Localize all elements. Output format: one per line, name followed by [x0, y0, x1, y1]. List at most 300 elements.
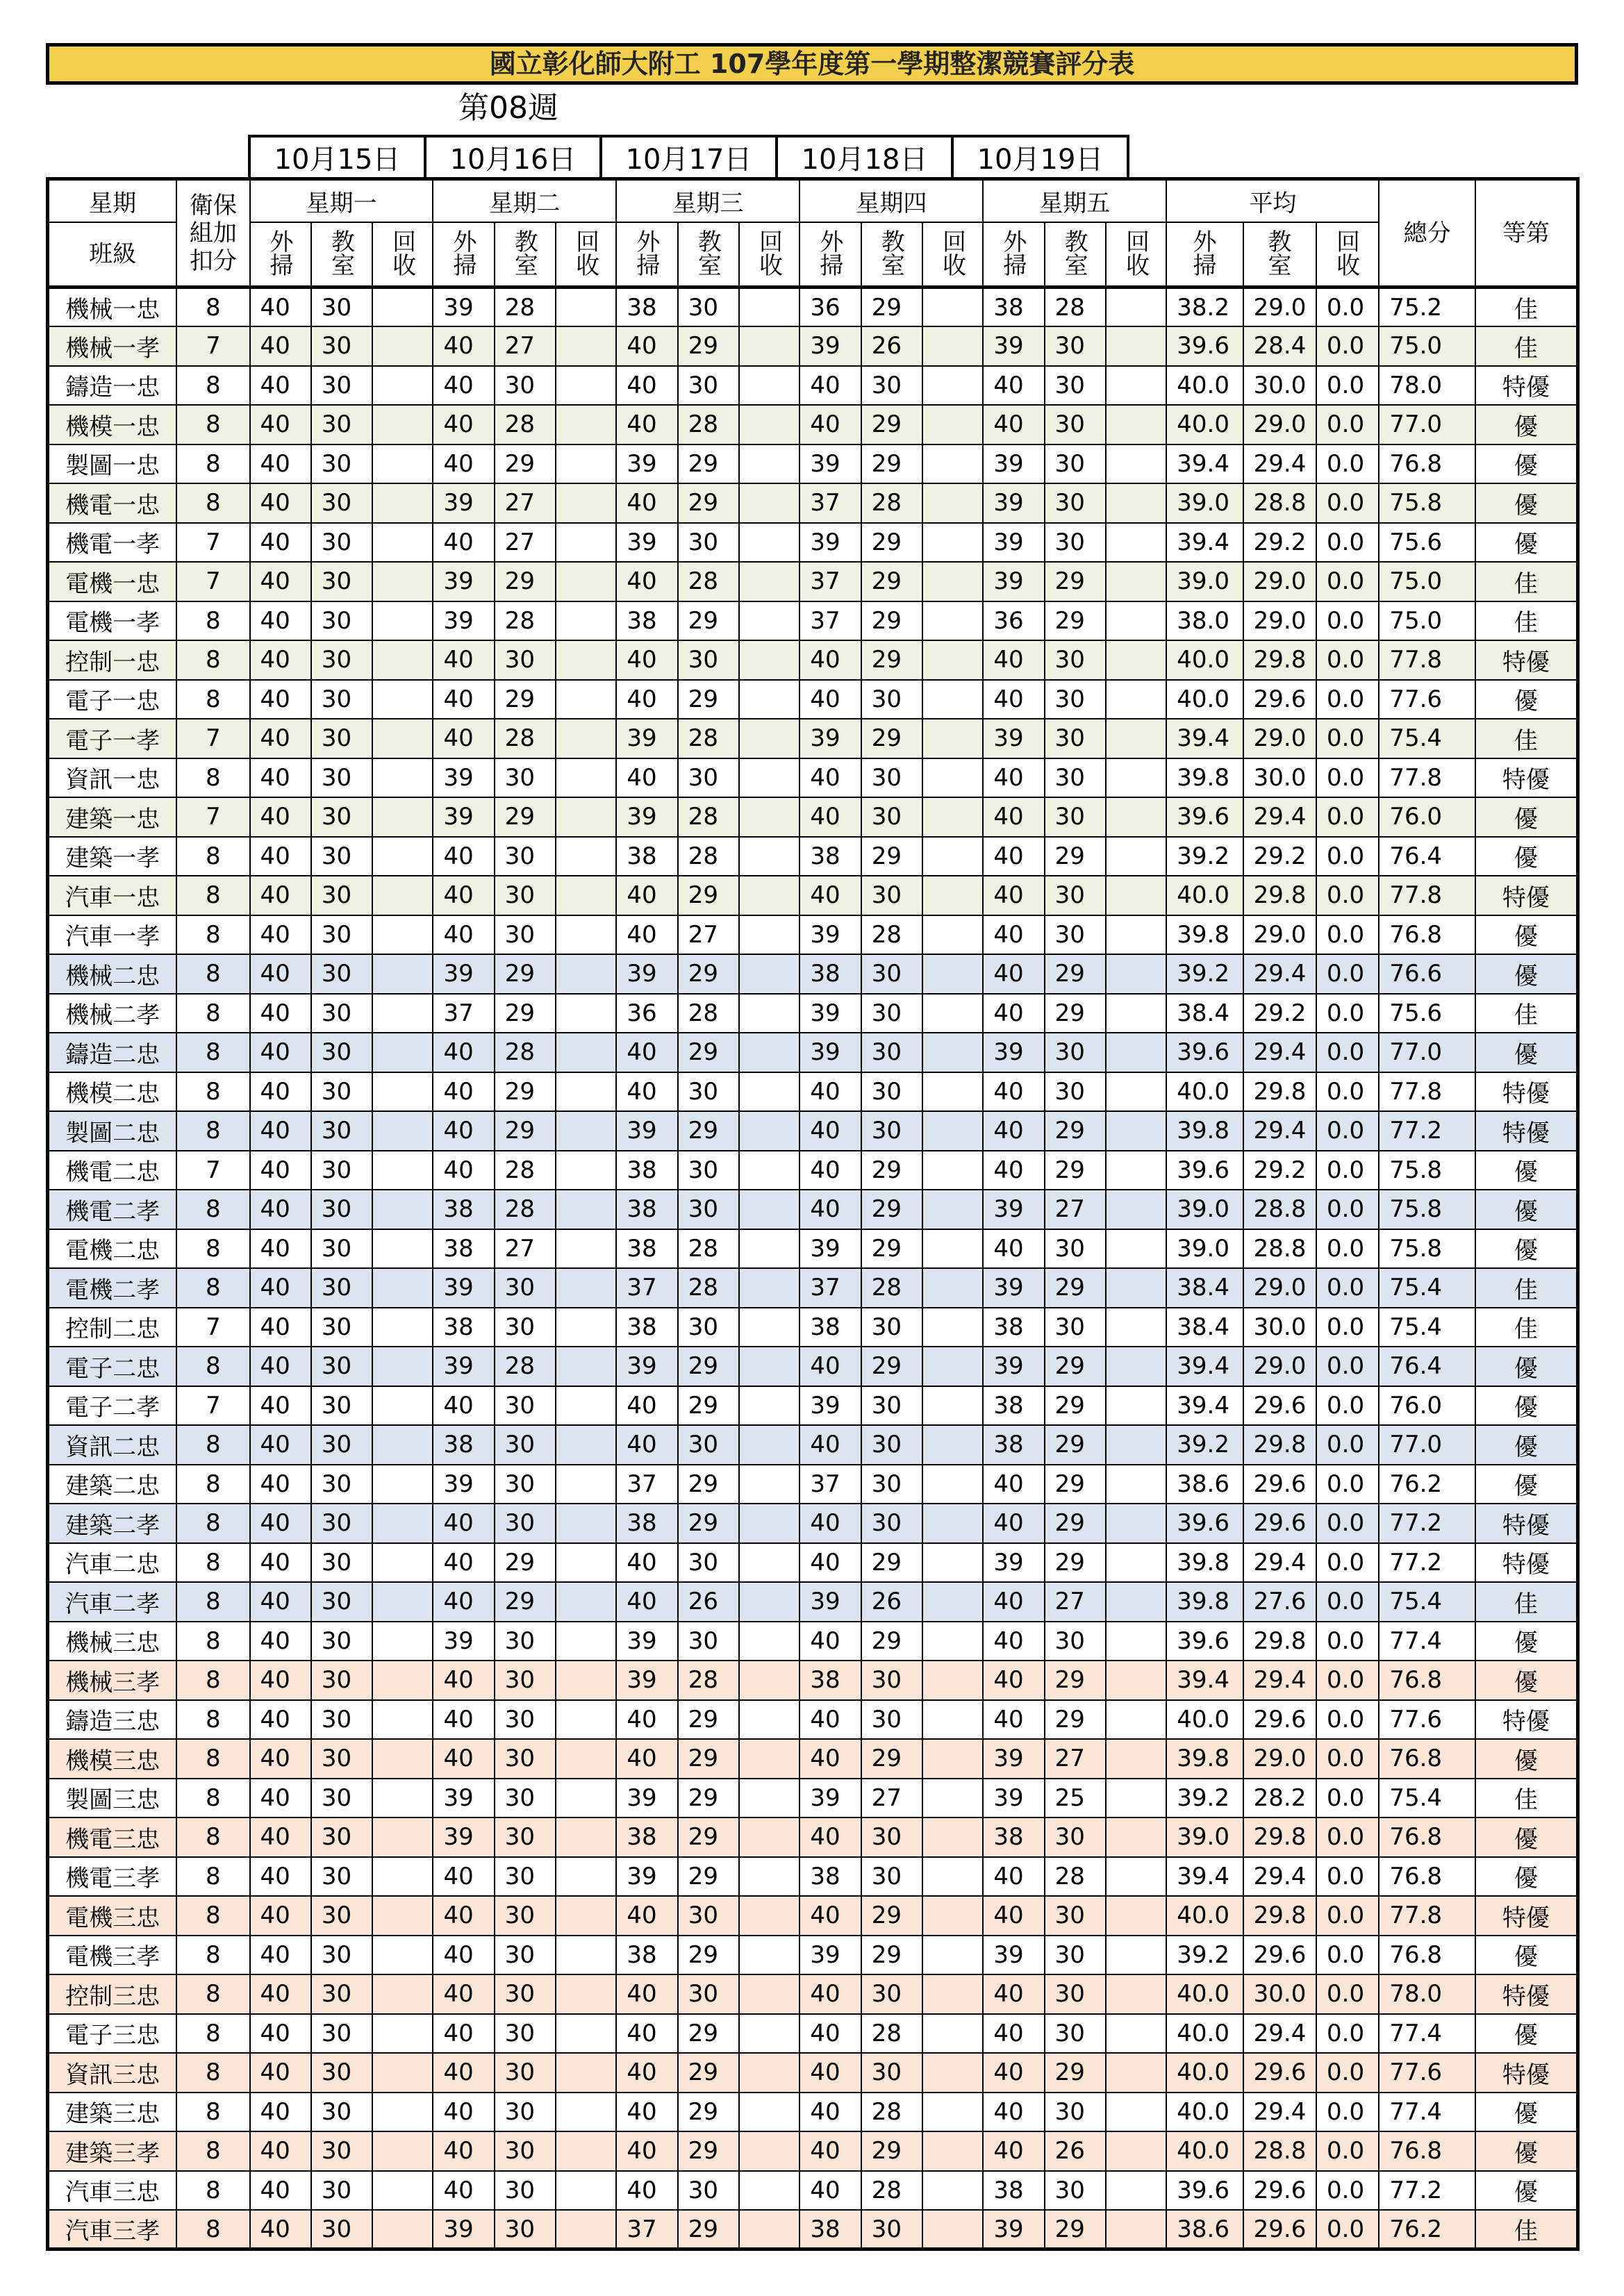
class-name: 電機二忠 [48, 1229, 177, 1269]
score-cell: 26 [1045, 2131, 1106, 2171]
score-cell: 29 [678, 680, 739, 719]
average-cell: 39.4 [1166, 1661, 1243, 1700]
score-cell: 30 [1045, 915, 1106, 955]
average-cell: 29.2 [1243, 994, 1316, 1033]
score-cell: 29 [495, 562, 556, 601]
score-cell: 29 [1045, 837, 1106, 876]
score-cell [372, 1543, 433, 1583]
score-cell: 36 [799, 288, 861, 327]
grade-cell: 特優 [1475, 1543, 1578, 1583]
score-cell: 29 [678, 1347, 739, 1386]
score-cell: 30 [861, 1700, 922, 1740]
score-cell: 28 [678, 1661, 739, 1700]
score-cell: 40 [250, 405, 311, 444]
score-cell [556, 954, 616, 994]
bonus-cell: 7 [176, 1308, 249, 1347]
score-cell: 40 [616, 1974, 677, 2014]
score-cell: 39 [433, 1817, 494, 1857]
average-cell: 39.4 [1166, 1386, 1243, 1426]
score-cell: 29 [861, 1543, 922, 1583]
score-cell: 30 [861, 994, 922, 1033]
score-cell [922, 994, 983, 1033]
average-cell: 0.0 [1316, 797, 1379, 837]
score-cell: 40 [616, 562, 677, 601]
score-cell: 38 [616, 601, 677, 641]
score-cell: 30 [861, 1111, 922, 1151]
score-cell: 40 [799, 405, 861, 444]
score-cell [739, 2053, 799, 2093]
score-cell: 40 [616, 1739, 677, 1779]
average-cell: 29.8 [1243, 1425, 1316, 1465]
score-cell: 30 [861, 2053, 922, 2093]
class-name: 機電三忠 [48, 1817, 177, 1857]
score-cell: 29 [1045, 1111, 1106, 1151]
score-cell [739, 1857, 799, 1897]
total-cell: 77.8 [1379, 758, 1475, 798]
score-cell: 28 [495, 1151, 556, 1190]
score-cell: 40 [983, 994, 1044, 1033]
average-cell: 39.2 [1166, 954, 1243, 994]
score-cell: 29 [678, 444, 739, 484]
score-cell: 26 [861, 326, 922, 366]
score-cell [556, 523, 616, 563]
average-cell: 0.0 [1316, 1190, 1379, 1229]
average-cell: 0.0 [1316, 2171, 1379, 2211]
score-cell: 39 [433, 797, 494, 837]
score-cell [372, 1700, 433, 1740]
grade-cell: 特優 [1475, 876, 1578, 915]
score-cell: 30 [678, 1543, 739, 1583]
score-cell: 30 [1045, 1072, 1106, 1112]
score-cell: 39 [983, 719, 1044, 758]
score-cell [922, 1543, 983, 1583]
score-cell [739, 1936, 799, 1975]
score-cell: 30 [1045, 640, 1106, 680]
score-cell: 30 [311, 2210, 372, 2249]
bonus-cell: 7 [176, 1386, 249, 1426]
score-cell [922, 915, 983, 955]
score-cell: 30 [861, 1033, 922, 1072]
grade-cell: 優 [1475, 1661, 1578, 1700]
grade-cell: 佳 [1475, 562, 1578, 601]
average-cell: 39.0 [1166, 1190, 1243, 1229]
score-cell: 40 [433, 2131, 494, 2171]
score-cell: 29 [1045, 994, 1106, 1033]
average-cell: 39.6 [1166, 1504, 1243, 1543]
average-cell: 39.0 [1166, 1817, 1243, 1857]
average-cell: 0.0 [1316, 2131, 1379, 2171]
average-cell: 28.4 [1243, 326, 1316, 366]
grade-cell: 佳 [1475, 326, 1578, 366]
score-cell [922, 2171, 983, 2211]
score-cell: 30 [311, 288, 372, 327]
average-cell: 29.8 [1243, 1622, 1316, 1661]
score-cell [739, 837, 799, 876]
score-cell [372, 1465, 433, 1504]
score-cell [372, 640, 433, 680]
score-cell [739, 1504, 799, 1543]
score-cell [739, 366, 799, 406]
average-cell: 0.0 [1316, 1425, 1379, 1465]
average-cell: 39.2 [1166, 1936, 1243, 1975]
score-cell: 30 [678, 640, 739, 680]
average-cell: 29.8 [1243, 876, 1316, 915]
score-cell [372, 2053, 433, 2093]
grade-cell: 優 [1475, 2131, 1578, 2171]
score-cell: 39 [433, 1465, 494, 1504]
score-cell: 28 [495, 1347, 556, 1386]
score-cell [372, 1974, 433, 2014]
score-cell: 29 [861, 523, 922, 563]
grade-cell: 特優 [1475, 1974, 1578, 2014]
score-cell: 40 [433, 405, 494, 444]
score-cell: 40 [433, 523, 494, 563]
score-cell: 30 [311, 601, 372, 641]
class-name: 機電二忠 [48, 1151, 177, 1190]
score-cell: 30 [311, 640, 372, 680]
score-cell: 40 [250, 758, 311, 798]
score-cell: 40 [250, 719, 311, 758]
sub-header: 教室 [495, 222, 556, 288]
score-cell: 30 [678, 288, 739, 327]
score-cell: 29 [678, 2053, 739, 2093]
score-cell [739, 1622, 799, 1661]
average-cell: 29.6 [1243, 1936, 1316, 1975]
score-cell [922, 1974, 983, 2014]
bonus-cell: 8 [176, 2171, 249, 2211]
score-cell: 30 [311, 523, 372, 563]
score-cell: 40 [433, 2171, 494, 2211]
day-header: 星期三 [616, 179, 799, 222]
score-cell: 29 [678, 2093, 739, 2132]
grade-header: 等第 [1475, 179, 1578, 288]
score-cell [1106, 954, 1166, 994]
total-cell: 77.8 [1379, 640, 1475, 680]
score-cell: 30 [861, 2210, 922, 2249]
score-cell: 30 [311, 719, 372, 758]
score-cell: 30 [311, 2131, 372, 2171]
score-cell: 40 [983, 1151, 1044, 1190]
score-cell: 38 [616, 1936, 677, 1975]
score-cell [556, 1190, 616, 1229]
score-cell [556, 2093, 616, 2132]
average-cell: 0.0 [1316, 444, 1379, 484]
average-cell: 0.0 [1316, 326, 1379, 366]
bonus-cell: 8 [176, 1111, 249, 1151]
score-cell: 30 [311, 366, 372, 406]
average-cell: 38.4 [1166, 994, 1243, 1033]
class-name: 汽車一孝 [48, 915, 177, 955]
class-name: 電子一忠 [48, 680, 177, 719]
score-cell [372, 2014, 433, 2054]
score-cell: 29 [1045, 1386, 1106, 1426]
score-cell [1106, 915, 1166, 955]
average-cell: 39.8 [1166, 758, 1243, 798]
score-cell: 28 [861, 1268, 922, 1308]
score-cell: 30 [1045, 2171, 1106, 2211]
score-cell: 38 [616, 1190, 677, 1229]
total-cell: 76.0 [1379, 1386, 1475, 1426]
average-cell: 0.0 [1316, 366, 1379, 406]
class-name: 機模二忠 [48, 1072, 177, 1112]
score-cell [1106, 797, 1166, 837]
score-cell: 40 [250, 1896, 311, 1936]
grade-cell: 優 [1475, 680, 1578, 719]
score-cell: 40 [433, 1033, 494, 1072]
score-cell [1106, 1896, 1166, 1936]
score-cell [372, 1268, 433, 1308]
score-cell [922, 640, 983, 680]
score-cell [1106, 2210, 1166, 2249]
score-cell [372, 837, 433, 876]
score-cell: 30 [1045, 2093, 1106, 2132]
score-cell: 38 [616, 1308, 677, 1347]
grade-cell: 優 [1475, 1857, 1578, 1897]
score-cell [739, 1974, 799, 2014]
score-cell: 30 [495, 1974, 556, 2014]
day-header: 星期二 [433, 179, 616, 222]
score-cell: 37 [616, 2210, 677, 2249]
class-name: 機械一忠 [48, 288, 177, 327]
average-cell: 39.2 [1166, 1425, 1243, 1465]
score-cell: 40 [799, 1504, 861, 1543]
score-cell: 40 [799, 2014, 861, 2054]
average-cell: 0.0 [1316, 1504, 1379, 1543]
bonus-cell: 8 [176, 1033, 249, 1072]
average-cell: 40.0 [1166, 1700, 1243, 1740]
score-cell: 27 [495, 1229, 556, 1269]
grade-cell: 優 [1475, 1190, 1578, 1229]
score-cell: 40 [433, 837, 494, 876]
score-cell: 29 [678, 1465, 739, 1504]
score-cell [1106, 640, 1166, 680]
class-name: 資訊一忠 [48, 758, 177, 798]
score-cell: 40 [433, 1857, 494, 1897]
score-cell: 40 [250, 483, 311, 523]
score-cell: 29 [861, 1936, 922, 1975]
grade-cell: 特優 [1475, 1111, 1578, 1151]
score-cell: 30 [311, 1190, 372, 1229]
total-cell: 76.0 [1379, 797, 1475, 837]
score-cell: 30 [1045, 1974, 1106, 2014]
score-cell: 29 [678, 601, 739, 641]
score-cell: 30 [495, 1896, 556, 1936]
weekday-label: 星期 [48, 179, 177, 222]
score-cell: 29 [678, 2210, 739, 2249]
total-cell: 75.0 [1379, 562, 1475, 601]
sub-header: 回收 [1106, 222, 1166, 288]
total-cell: 75.8 [1379, 483, 1475, 523]
average-cell: 0.0 [1316, 758, 1379, 798]
date-cell: 10月18日 [777, 136, 952, 178]
score-cell: 40 [433, 366, 494, 406]
score-cell: 30 [1045, 366, 1106, 406]
score-cell [372, 1190, 433, 1229]
average-cell: 0.0 [1316, 640, 1379, 680]
average-cell: 29.6 [1243, 1465, 1316, 1504]
score-cell [1106, 1974, 1166, 2014]
grade-cell: 佳 [1475, 601, 1578, 641]
score-cell: 40 [799, 1151, 861, 1190]
score-cell [922, 2131, 983, 2171]
average-cell: 29.0 [1243, 562, 1316, 601]
score-cell [739, 1817, 799, 1857]
score-cell: 40 [616, 1896, 677, 1936]
bonus-cell: 8 [176, 837, 249, 876]
average-cell: 0.0 [1316, 1857, 1379, 1897]
score-cell: 39 [616, 1347, 677, 1386]
score-cell [1106, 1268, 1166, 1308]
average-cell: 0.0 [1316, 483, 1379, 523]
score-cell [372, 680, 433, 719]
score-cell: 28 [495, 601, 556, 641]
score-cell: 40 [799, 2171, 861, 2211]
score-cell: 40 [799, 1190, 861, 1229]
score-cell [556, 601, 616, 641]
score-cell [556, 483, 616, 523]
score-cell: 39 [616, 1111, 677, 1151]
score-cell [922, 1465, 983, 1504]
score-cell: 40 [983, 2053, 1044, 2093]
date-header [248, 135, 1129, 180]
score-cell: 29 [678, 1779, 739, 1818]
score-cell: 28 [1045, 288, 1106, 327]
average-cell: 0.0 [1316, 1739, 1379, 1779]
average-cell: 30.0 [1243, 1974, 1316, 2014]
score-cell [1106, 562, 1166, 601]
score-cell: 30 [1045, 797, 1106, 837]
average-cell: 39.0 [1166, 483, 1243, 523]
score-cell [1106, 1229, 1166, 1269]
grade-cell: 佳 [1475, 994, 1578, 1033]
score-cell [922, 1072, 983, 1112]
average-cell: 0.0 [1316, 2093, 1379, 2132]
score-cell: 40 [616, 326, 677, 366]
bonus-cell: 8 [176, 288, 249, 327]
score-cell: 40 [433, 680, 494, 719]
score-cell: 38 [799, 1661, 861, 1700]
total-cell: 75.6 [1379, 994, 1475, 1033]
score-cell: 29 [861, 837, 922, 876]
score-cell: 30 [495, 1661, 556, 1700]
bonus-cell: 7 [176, 1151, 249, 1190]
score-cell [1106, 523, 1166, 563]
score-cell: 39 [983, 444, 1044, 484]
score-cell [739, 1386, 799, 1426]
score-cell [556, 1779, 616, 1818]
score-cell [556, 837, 616, 876]
score-cell: 38 [983, 288, 1044, 327]
score-cell [556, 1739, 616, 1779]
score-cell: 40 [250, 1425, 311, 1465]
score-cell: 30 [678, 1072, 739, 1112]
score-cell [372, 915, 433, 955]
average-cell: 0.0 [1316, 1974, 1379, 2014]
total-cell: 75.6 [1379, 523, 1475, 563]
score-cell: 29 [1045, 1151, 1106, 1190]
score-cell: 30 [311, 326, 372, 366]
score-cell: 38 [799, 837, 861, 876]
score-cell [739, 1347, 799, 1386]
score-cell: 30 [495, 1857, 556, 1897]
score-cell [556, 2171, 616, 2211]
score-cell: 40 [616, 1425, 677, 1465]
score-cell: 29 [678, 1936, 739, 1975]
average-cell: 39.8 [1166, 1111, 1243, 1151]
score-cell [922, 1857, 983, 1897]
score-cell: 39 [983, 483, 1044, 523]
score-cell: 29 [861, 719, 922, 758]
score-cell: 30 [311, 876, 372, 915]
total-cell: 77.8 [1379, 1072, 1475, 1112]
score-cell: 30 [311, 1308, 372, 1347]
score-cell [922, 1661, 983, 1700]
class-name: 控制一忠 [48, 640, 177, 680]
score-cell: 40 [433, 1072, 494, 1112]
bonus-cell: 8 [176, 2131, 249, 2171]
score-cell: 30 [861, 1465, 922, 1504]
score-cell: 30 [311, 1582, 372, 1622]
score-cell: 39 [616, 1622, 677, 1661]
score-cell [922, 1582, 983, 1622]
score-cell: 30 [311, 954, 372, 994]
score-cell: 40 [799, 1072, 861, 1112]
score-cell [372, 1425, 433, 1465]
score-cell: 36 [983, 601, 1044, 641]
score-cell: 39 [983, 2210, 1044, 2249]
bonus-cell: 8 [176, 1622, 249, 1661]
score-cell: 39 [616, 797, 677, 837]
score-cell: 30 [311, 1661, 372, 1700]
score-cell [556, 1268, 616, 1308]
score-cell: 29 [1045, 1504, 1106, 1543]
score-cell: 39 [616, 1857, 677, 1897]
score-cell [372, 1504, 433, 1543]
score-cell: 37 [799, 601, 861, 641]
class-name: 製圖三忠 [48, 1779, 177, 1818]
grade-cell: 特優 [1475, 1700, 1578, 1740]
score-cell: 39 [616, 444, 677, 484]
score-cell: 30 [311, 680, 372, 719]
average-cell: 39.4 [1166, 523, 1243, 563]
score-cell: 27 [861, 1779, 922, 1818]
average-cell: 29.2 [1243, 523, 1316, 563]
sub-header: 教室 [678, 222, 739, 288]
score-cell: 40 [616, 1033, 677, 1072]
total-cell: 76.8 [1379, 2131, 1475, 2171]
score-cell: 40 [250, 1936, 311, 1975]
score-cell: 29 [495, 994, 556, 1033]
score-cell: 40 [799, 876, 861, 915]
average-cell: 29.4 [1243, 1543, 1316, 1583]
grade-cell: 特優 [1475, 640, 1578, 680]
score-cell: 30 [311, 758, 372, 798]
class-name: 資訊三忠 [48, 2053, 177, 2093]
total-cell: 75.0 [1379, 326, 1475, 366]
total-cell: 77.2 [1379, 2171, 1475, 2211]
score-cell: 40 [616, 2014, 677, 2054]
score-cell: 37 [799, 1268, 861, 1308]
score-cell: 30 [861, 1308, 922, 1347]
score-cell: 40 [250, 640, 311, 680]
score-cell [372, 719, 433, 758]
bonus-cell: 8 [176, 1817, 249, 1857]
score-table [46, 177, 1580, 2251]
score-cell: 40 [799, 1896, 861, 1936]
score-cell [922, 1936, 983, 1975]
score-cell [922, 2093, 983, 2132]
score-cell [372, 2210, 433, 2249]
